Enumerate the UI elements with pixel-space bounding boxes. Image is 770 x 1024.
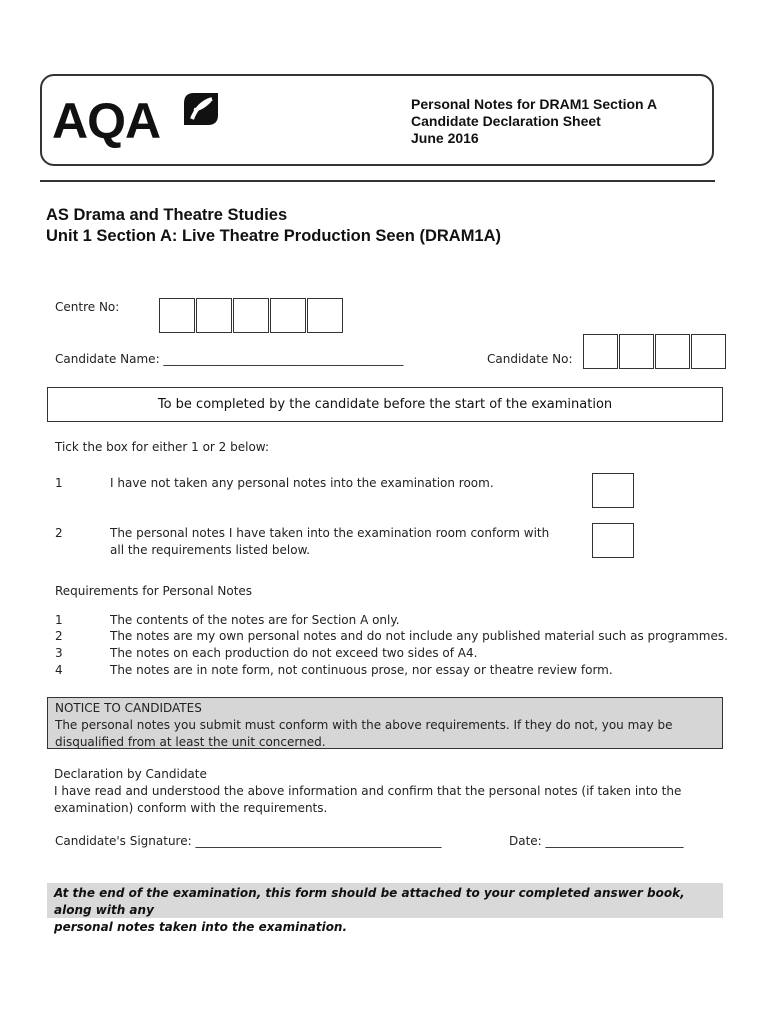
centre-no-label: Centre No: [55,300,120,314]
declaration-heading: Declaration by Candidate [54,767,207,781]
option-1-number: 1 [55,476,63,490]
requirement-4-number: 4 [55,663,63,677]
requirement-3-text: The notes on each production do not exceed two sides of A4. [110,646,478,660]
header-title: Personal Notes for DRAM1 Section A [411,96,658,112]
notice-line1: The personal notes you submit must conform with the above requirements. If they do not, you may be [55,718,673,732]
candidate-no-digit-1[interactable] [583,334,618,369]
signature-field[interactable]: Candidate's Signature: _________________________________________ [55,834,442,848]
requirement-2-number: 2 [55,629,63,643]
centre-no-digit-4[interactable] [270,298,306,333]
requirement-1-number: 1 [55,613,63,627]
requirement-4-text: The notes are in note form, not continuous prose, nor essay or theatre review form. [110,663,613,677]
option-2-checkbox[interactable] [592,523,634,558]
leaf-icon [180,89,222,129]
candidate-no-label: Candidate No: [487,352,573,366]
aqa-logo [52,95,222,147]
option-2-text-line2: all the requirements listed below. [110,543,311,557]
option-1-text: I have not taken any personal notes into the examination room. [110,476,494,490]
footer-line1: At the end of the examination, this form should be attached to your completed answer book, along with any [54,886,685,917]
requirement-2-text: The notes are my own personal notes and do not include any published material such as programmes. [110,629,728,643]
candidate-no-digit-2[interactable] [619,334,654,369]
requirements-heading: Requirements for Personal Notes [55,584,253,598]
centre-no-boxes[interactable] [159,298,344,333]
candidate-no-boxes[interactable] [583,334,727,369]
header-subtitle: Candidate Declaration Sheet [411,113,601,129]
declaration-line1: I have read and understood the above information and confirm that the personal notes (if taken into the [54,784,682,798]
footer-instruction [47,883,723,934]
option-2-text-line1: The personal notes I have taken into the examination room conform with [110,526,550,540]
notice-line2: disqualified from at least the unit concerned. [55,735,326,749]
footer-line2: personal notes taken into the examination. [54,920,348,934]
instruction-banner: To be completed by the candidate before the start of the examination [47,387,723,422]
centre-no-digit-3[interactable] [233,298,269,333]
notice-box [47,697,723,749]
candidate-name-field[interactable]: Candidate Name: ________________________________________ [55,352,404,366]
notice-heading: NOTICE TO CANDIDATES [55,701,202,715]
date-field[interactable]: Date: _______________________ [509,834,684,848]
declaration-line2: examination) conform with the requirements. [54,801,328,815]
tick-intro: Tick the box for either 1 or 2 below: [55,440,270,454]
aqa-logo-text: AQA [52,93,161,149]
candidate-no-digit-3[interactable] [655,334,690,369]
centre-no-digit-5[interactable] [307,298,343,333]
candidate-no-digit-4[interactable] [691,334,726,369]
header-date: June 2016 [411,130,479,146]
page-title: AS Drama and Theatre Studies [46,206,288,224]
header-rule [40,180,715,182]
option-1-checkbox[interactable] [592,473,634,508]
requirement-3-number: 3 [55,646,63,660]
centre-no-digit-2[interactable] [196,298,232,333]
option-2-number: 2 [55,526,63,540]
requirement-1-text: The contents of the notes are for Section A only. [110,613,400,627]
page-subtitle: Unit 1 Section A: Live Theatre Production Seen (DRAM1A) [46,227,502,245]
centre-no-digit-1[interactable] [159,298,195,333]
